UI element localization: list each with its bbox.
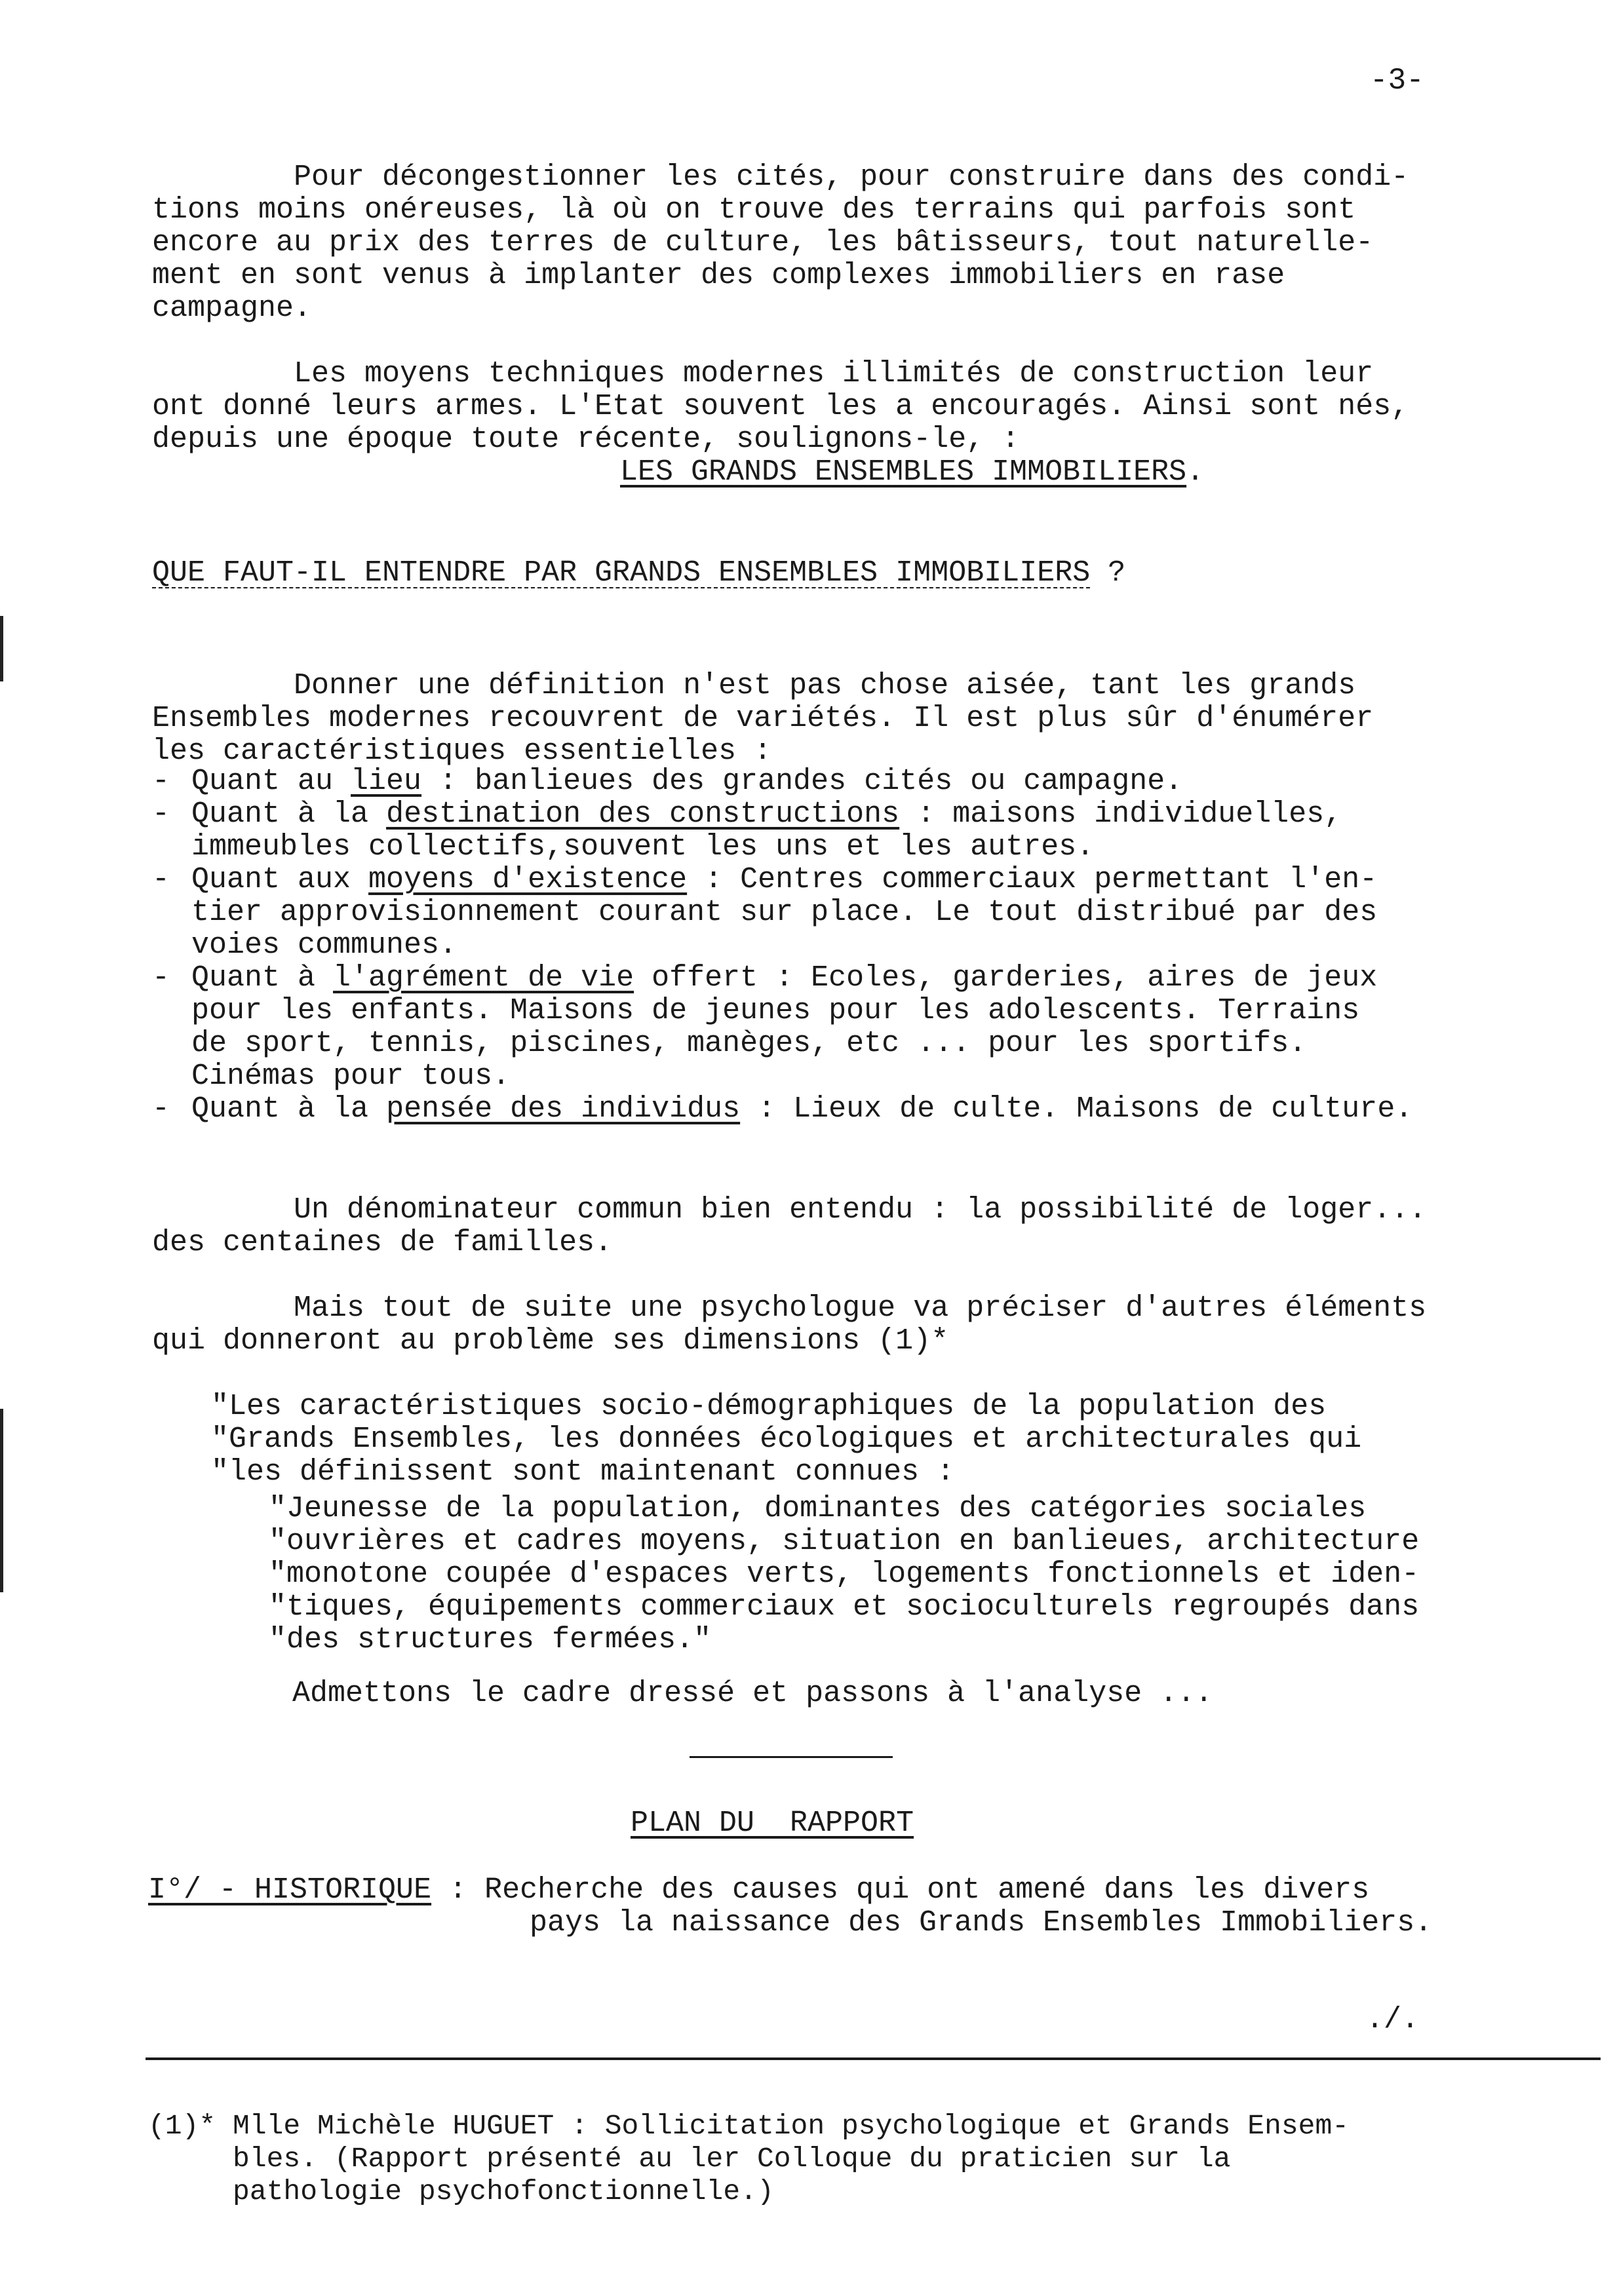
item-prefix: Quant à xyxy=(191,961,334,995)
item-rest: : Lieux de culte. Maisons de culture. xyxy=(740,1092,1413,1126)
intro-paragraph-2 xyxy=(152,325,1409,456)
continued-mark: ./. xyxy=(1366,2003,1420,2037)
scan-edge-mark-top xyxy=(0,616,3,681)
item-prefix: Quant aux xyxy=(191,863,369,896)
text-line: Les moyens techniques modernes illimités de construction leur xyxy=(152,357,1374,391)
list-item xyxy=(152,864,1412,962)
footnote xyxy=(148,2077,1349,2208)
text-line: campagne. xyxy=(152,292,312,325)
list-item xyxy=(152,1093,1412,1126)
item-key: destination des constructions xyxy=(386,797,900,831)
main-title-text: LES GRANDS ENSEMBLES IMMOBILIERS xyxy=(620,455,1187,489)
item-key: pensée des individus xyxy=(386,1092,741,1126)
main-title-suffix: . xyxy=(1186,455,1205,489)
plan-item-line: Recherche des causes qui ont amené dans les divers xyxy=(484,1873,1370,1907)
question-heading-text: QUE FAUT-IL ENTENDRE PAR GRANDS ENSEMBLES IMMOBILIERS xyxy=(152,556,1091,590)
footnote-line: (1)* Mlle Michèle HUGUET : Sollicitation psychologique et Grands Ensem- xyxy=(148,2110,1350,2142)
item-rest: pour les enfants. Maisons de jeunes pour les adolescents. Terrains xyxy=(191,994,1360,1027)
plan-item-historique-cont xyxy=(530,1907,1432,1940)
text-line: Pour décongestionner les cités, pour construire dans des condi- xyxy=(152,161,1409,194)
item-rest: immeubles collectifs,souvent les uns et les autres. xyxy=(191,830,1095,864)
quote-line: "Les caractéristiques socio-démographiques de la population des xyxy=(211,1390,1327,1423)
quote-line: "Grands Ensembles, les données écologiques et architecturales qui xyxy=(211,1423,1362,1456)
intro-paragraph-1 xyxy=(152,128,1409,325)
quote-paragraph-2 xyxy=(269,1460,1419,1656)
list-bullet: - xyxy=(152,961,170,995)
item-key: moyens d'existence xyxy=(368,863,688,896)
text-line: ment en sont venus à implanter des complexes immobiliers en rase xyxy=(152,259,1285,292)
quote-line: "monotone coupée d'espaces verts, logements fonctionnels et iden- xyxy=(269,1558,1420,1591)
characteristics-list xyxy=(152,765,1412,1126)
item-rest: : Centres commerciaux permettant l'en- xyxy=(687,863,1378,896)
list-item xyxy=(152,962,1412,1093)
quote-line: "Jeunesse de la population, dominantes des catégories sociales xyxy=(269,1492,1367,1525)
text-line: Donner une définition n'est pas chose aisée, tant les grands xyxy=(152,669,1356,702)
text-line: encore au prix des terres de culture, les bâtisseurs, tout naturelle- xyxy=(152,226,1374,259)
quote-line: "tiques, équipements commerciaux et socioculturels regroupés dans xyxy=(269,1590,1420,1624)
psychologist-paragraph xyxy=(152,1259,1426,1358)
definition-paragraph xyxy=(152,637,1373,768)
page-number: -3- xyxy=(1370,64,1424,98)
item-rest: voies communes. xyxy=(191,928,457,962)
item-rest: Cinémas pour tous. xyxy=(191,1060,511,1093)
text-line: tions moins onéreuses, là où on trouve des terrains qui parfois sont xyxy=(152,193,1356,227)
text-line: les caractéristiques essentielles : xyxy=(152,735,772,768)
text-line: depuis une époque toute récente, soulignons-le, : xyxy=(152,423,1020,456)
item-prefix: Quant à la xyxy=(191,797,387,831)
quote-line: "des structures fermées." xyxy=(269,1623,712,1656)
plan-item-label: I°/ - HISTORIQUE xyxy=(148,1873,432,1907)
item-rest: de sport, tennis, piscines, manèges, etc ... pour les sportifs. xyxy=(191,1027,1307,1060)
item-prefix: Quant au xyxy=(191,765,351,798)
admit-paragraph xyxy=(292,1677,1213,1710)
footnote-line: pathologie psychofonctionnelle.) xyxy=(148,2175,774,2208)
list-bullet: - xyxy=(152,797,170,831)
text-line: Ensembles modernes recouvrent de variétés. Il est plus sûr d'énumérer xyxy=(152,702,1374,735)
item-rest: offert : Ecoles, garderies, aires de jeux xyxy=(634,961,1378,995)
item-prefix: Quant à la xyxy=(191,1092,387,1126)
scan-edge-mark-bottom xyxy=(0,1409,3,1592)
footnote-line: bles. (Rapport présenté au ler Colloque du praticien sur la xyxy=(148,2143,1231,2175)
text-line: qui donneront au problème ses dimensions (1)* xyxy=(152,1324,949,1358)
section-divider xyxy=(690,1756,893,1758)
plan-item-sep: : xyxy=(431,1873,485,1907)
text-line: Un dénominateur commun bien entendu : la possibilité de loger... xyxy=(152,1193,1427,1227)
footnote-rule xyxy=(146,2057,1601,2060)
quote-line: "les définissent sont maintenant connues : xyxy=(211,1455,955,1489)
list-bullet: - xyxy=(152,765,170,798)
list-item xyxy=(152,765,1412,798)
main-title xyxy=(620,456,1204,489)
quote-line: "ouvrières et cadres moyens, situation en banlieues, architecture xyxy=(269,1525,1420,1558)
common-denominator-paragraph xyxy=(152,1161,1426,1259)
item-rest: tier approvisionnement courant sur place. Le tout distribué par des xyxy=(191,896,1378,929)
question-heading xyxy=(152,557,1125,590)
text-line: Admettons le cadre dressé et passons à l'analyse ... xyxy=(292,1677,1213,1710)
item-rest: : maisons individuelles, xyxy=(899,797,1342,831)
text-line: des centaines de familles. xyxy=(152,1226,613,1259)
list-item xyxy=(152,798,1412,864)
plan-item-line: pays la naissance des Grands Ensembles Immobiliers. xyxy=(530,1906,1433,1940)
text-line: Mais tout de suite une psychologue va préciser d'autres éléments xyxy=(152,1292,1427,1325)
list-bullet: - xyxy=(152,1092,170,1126)
item-rest: : banlieues des grandes cités ou campagne. xyxy=(421,765,1183,798)
plan-title xyxy=(631,1807,914,1840)
item-key: lieu xyxy=(351,765,422,798)
plan-title-text: PLAN DU RAPPORT xyxy=(631,1807,914,1840)
question-heading-mark: ? xyxy=(1090,556,1126,590)
plan-item-historique xyxy=(148,1874,1369,1907)
list-bullet: - xyxy=(152,863,170,896)
text-line: ont donné leurs armes. L'Etat souvent les a encouragés. Ainsi sont nés, xyxy=(152,390,1409,423)
item-key: l'agrément de vie xyxy=(333,961,634,995)
